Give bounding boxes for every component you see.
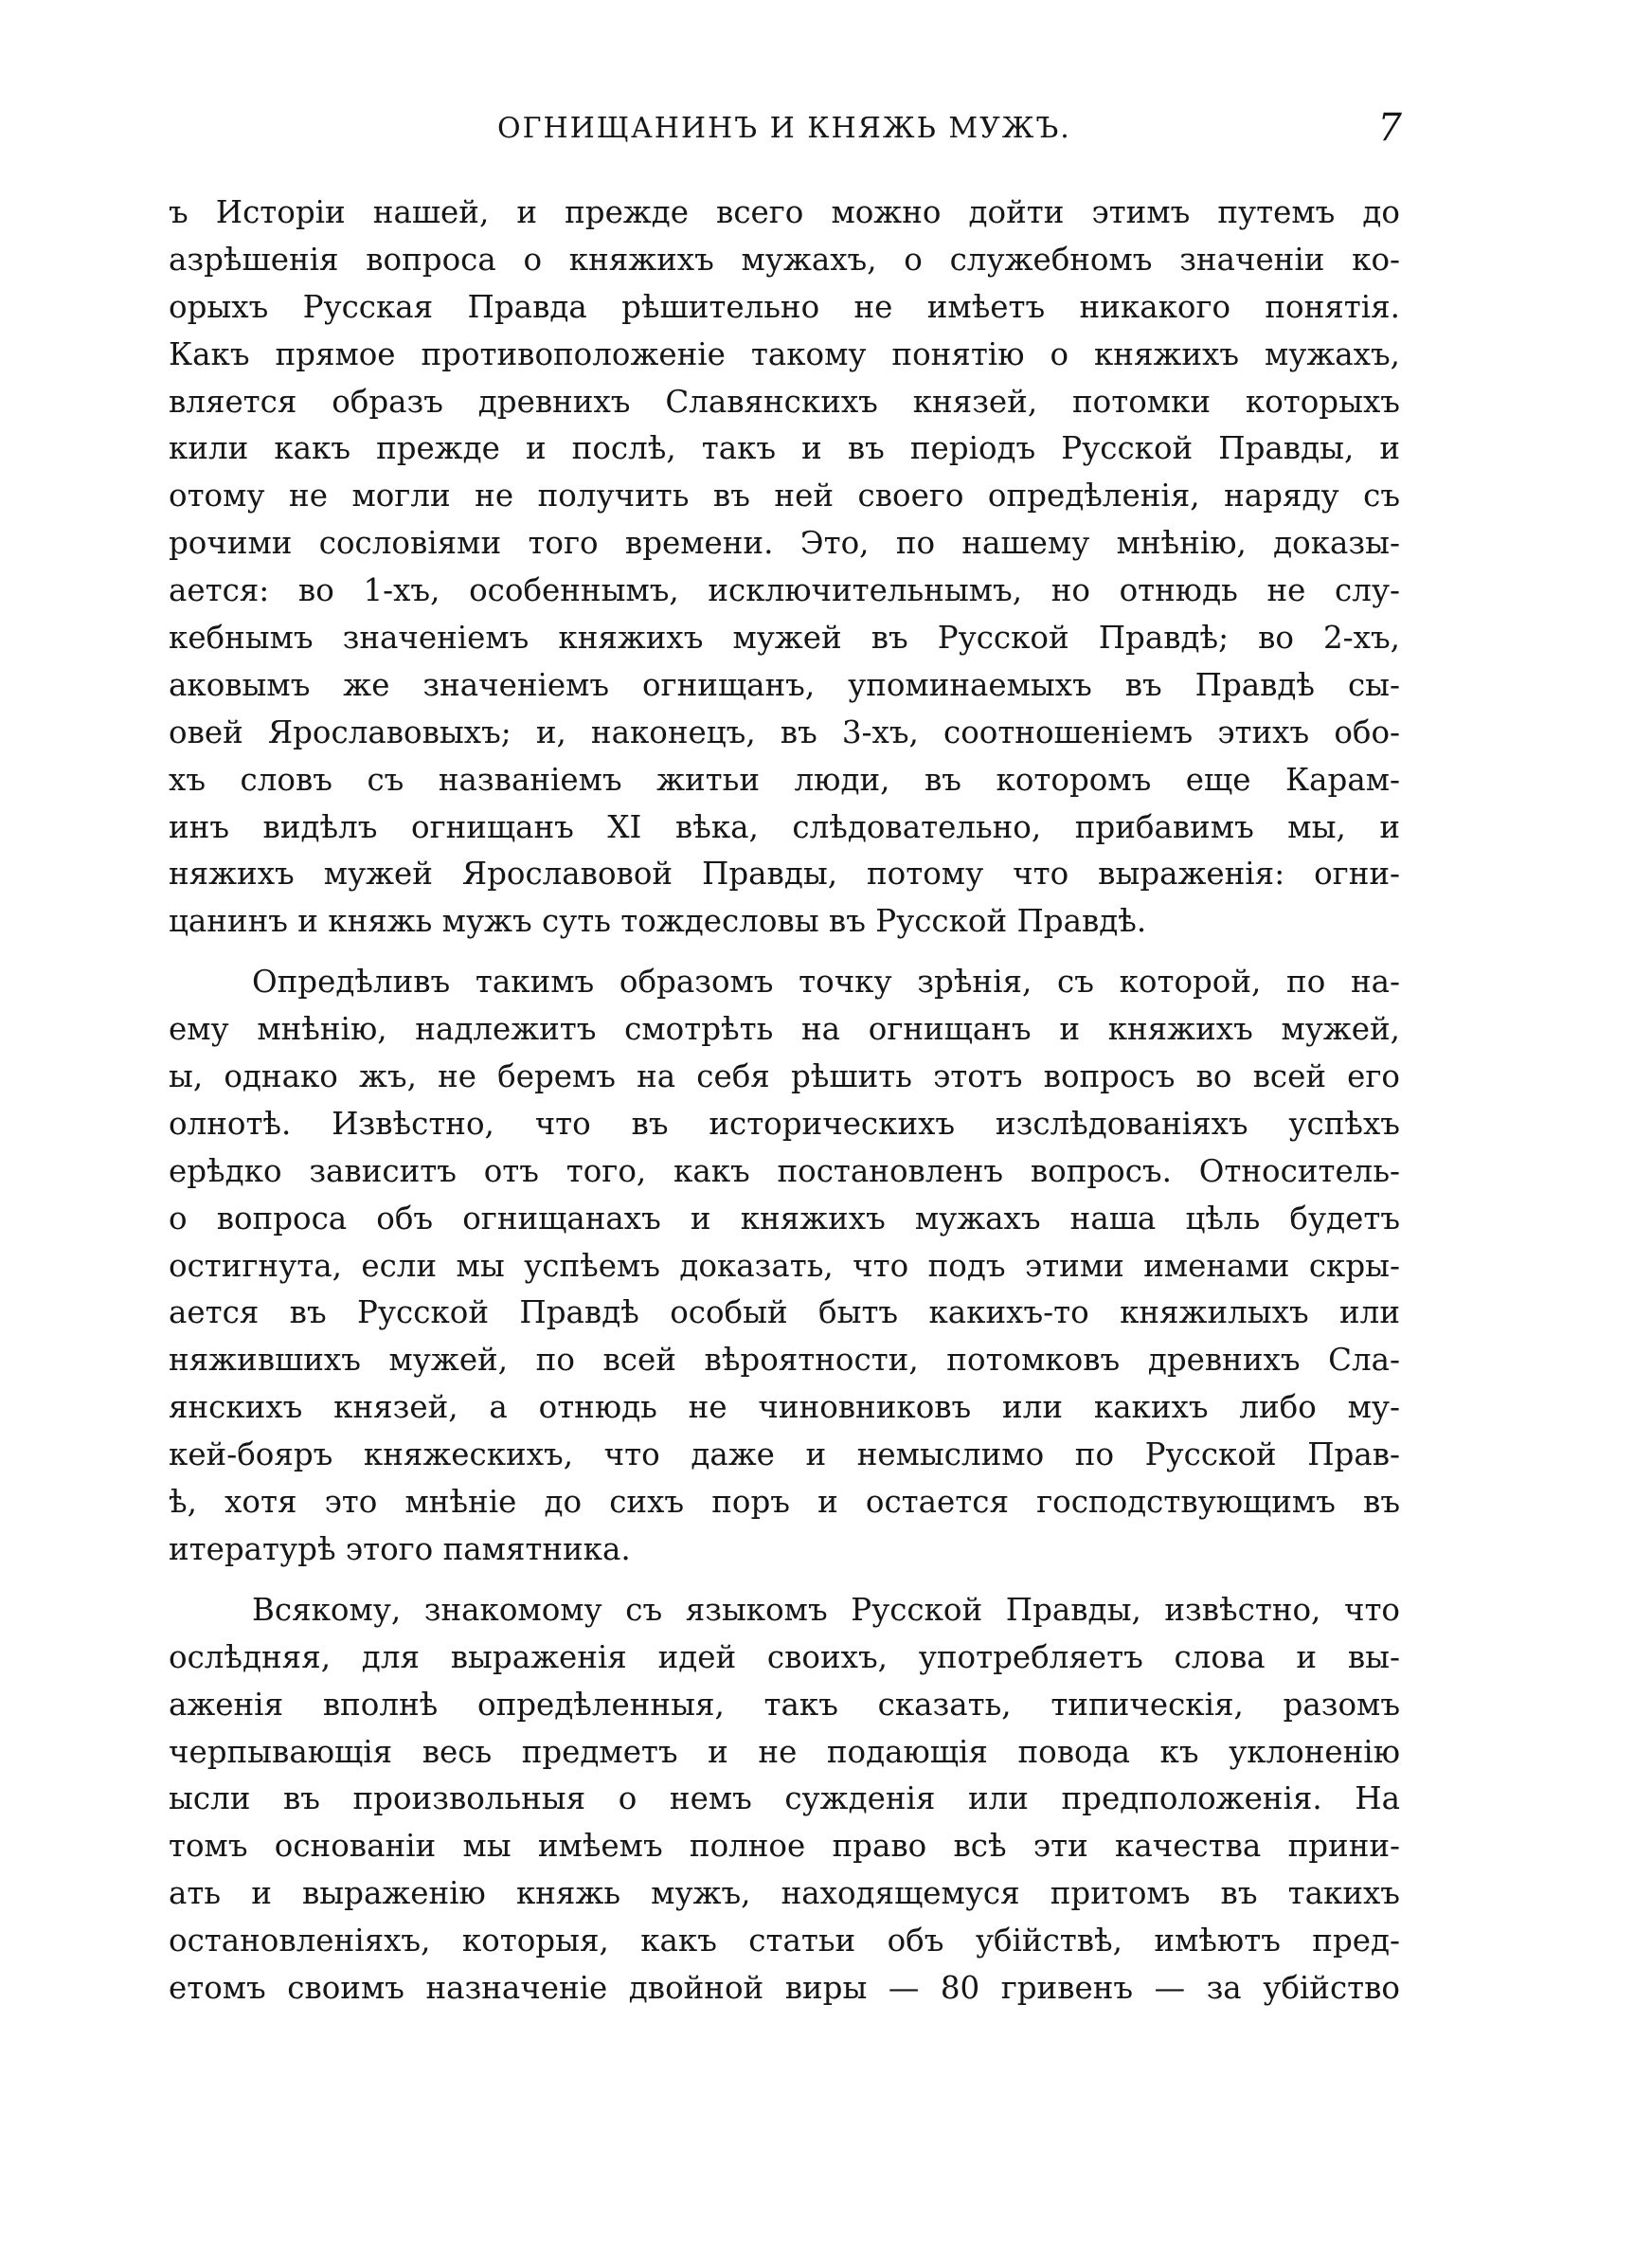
text-line: аковымъ же значеніемъ огнищанъ, упоминаемыхъ въ Правдѣ сы- [169, 666, 1400, 703]
text-line: остигнута, если мы успѣемъ доказать, что подъ этими именами скры- [169, 1247, 1400, 1284]
text-line: о вопроса объ огнищанахъ и княжихъ мужахъ наша цѣль будетъ [169, 1200, 1400, 1237]
text-line: цанинъ и княжь мужъ суть тождесловы въ Русской Правдѣ. [169, 903, 1147, 940]
text-line: рочими сословіями того времени. Это, по нашему мнѣнію, доказы- [169, 525, 1400, 562]
text-line: ы, однако жъ, не беремъ на себя рѣшить этотъ вопросъ во всей его [169, 1058, 1400, 1095]
running-title: ОГНИЩАНИНЪ И КНЯЖЬ МУЖЪ. [497, 112, 1071, 145]
paragraph-1 [169, 190, 1400, 946]
page-number: 7 [1377, 106, 1402, 150]
text-line: ему мнѣнію, надлежитъ смотрѣть на огнищанъ и княжихъ мужей, [169, 1011, 1400, 1048]
paragraph-3 [169, 1587, 1400, 2013]
text-line: азрѣшенія вопроса о княжихъ мужахъ, о служебномъ значеніи ко- [169, 241, 1400, 278]
paragraph-gap [169, 1574, 1400, 1587]
text-line: итературѣ этого памятника. [169, 1530, 631, 1567]
text-line: етомъ своимъ назначеніе двойной виры — 80 гривенъ — за убійство [169, 1969, 1400, 2006]
text-line: ѣ, хотя это мнѣніе до сихъ поръ и остается господствующимъ въ [169, 1484, 1400, 1521]
text-line: Всякому, знакомому съ языкомъ Русской Правды, извѣстно, что [252, 1591, 1400, 1628]
text-line: кей-бояръ княжескихъ, что даже и немыслимо по Русской Прав- [169, 1436, 1400, 1473]
body-text [169, 190, 1400, 2013]
text-line: ослѣдняя, для выраженія идей своихъ, употребляетъ слова и вы- [169, 1638, 1400, 1675]
text-line: отому не могли не получить въ ней своего опредѣленія, наряду съ [169, 478, 1400, 515]
text-line: овей Ярославовыхъ; и, наконецъ, въ 3-хъ, соотношеніемъ этихъ обо- [169, 713, 1400, 750]
text-line: ается: во 1-хъ, особеннымъ, исключительнымъ, но отнюдь не слу- [169, 572, 1400, 609]
text-line: ысли въ произвольныя о немъ сужденія или предположенія. На [169, 1780, 1400, 1817]
text-line: остановленіяхъ, которыя, какъ статьи объ убійствѣ, имѣютъ пред- [169, 1923, 1400, 1959]
text-line: олнотѣ. Извѣстно, что въ историческихъ изслѣдованіяхъ успѣхъ [169, 1105, 1400, 1142]
text-line: томъ основаніи мы имѣемъ полное право всѣ эти качества прини- [169, 1828, 1400, 1865]
text-line: Опредѣливъ такимъ образомъ точку зрѣнія, съ которой, по на- [252, 964, 1400, 1001]
text-line: вляется образъ древнихъ Славянскихъ князей, потомки которыхъ [169, 383, 1400, 420]
text-line: кебнымъ значеніемъ княжихъ мужей въ Русской Правдѣ; во 2-хъ, [169, 620, 1400, 657]
text-line: инъ видѣлъ огнищанъ XI вѣка, слѣдовательно, прибавимъ мы, и [169, 808, 1400, 845]
text-line: няжихъ мужей Ярославовой Правды, потому что выраженія: огни- [169, 856, 1400, 893]
text-line: ается въ Русской Правдѣ особый бытъ какихъ-то княжилыхъ или [169, 1294, 1400, 1331]
text-line: ать и выраженію княжь мужъ, находящемуся притомъ въ такихъ [169, 1875, 1400, 1912]
paragraph-2 [169, 959, 1400, 1574]
text-line: ъ Исторіи нашей, и прежде всего можно дойти этимъ путемъ до [169, 194, 1400, 230]
paragraph-gap [169, 946, 1400, 959]
text-line: хъ словъ съ названіемъ житьи люди, въ которомъ еще Карам- [169, 761, 1400, 798]
text-line: аженія вполнѣ опредѣленныя, такъ сказать, типическія, разомъ [169, 1686, 1400, 1723]
text-line: Какъ прямое противоположеніе такому понятію о княжихъ мужахъ, [169, 335, 1400, 372]
text-line: орыхъ Русская Правда рѣшительно не имѣетъ никакого понятія. [169, 288, 1400, 325]
text-line: янскихъ князей, а отнюдь не чиновниковъ или какихъ либо му- [169, 1389, 1400, 1426]
text-line: няжившихъ мужей, по всей вѣроятности, потомковъ древнихъ Сла- [169, 1342, 1400, 1379]
text-line: черпывающія весь предметъ и не подающія повода къ уклоненію [169, 1733, 1400, 1770]
running-head [171, 106, 1402, 163]
text-line: ерѣдко зависитъ отъ того, какъ постановленъ вопросъ. Относитель- [169, 1152, 1400, 1189]
text-line: кили какъ прежде и послѣ, такъ и въ періодъ Русской Правды, и [169, 430, 1400, 467]
